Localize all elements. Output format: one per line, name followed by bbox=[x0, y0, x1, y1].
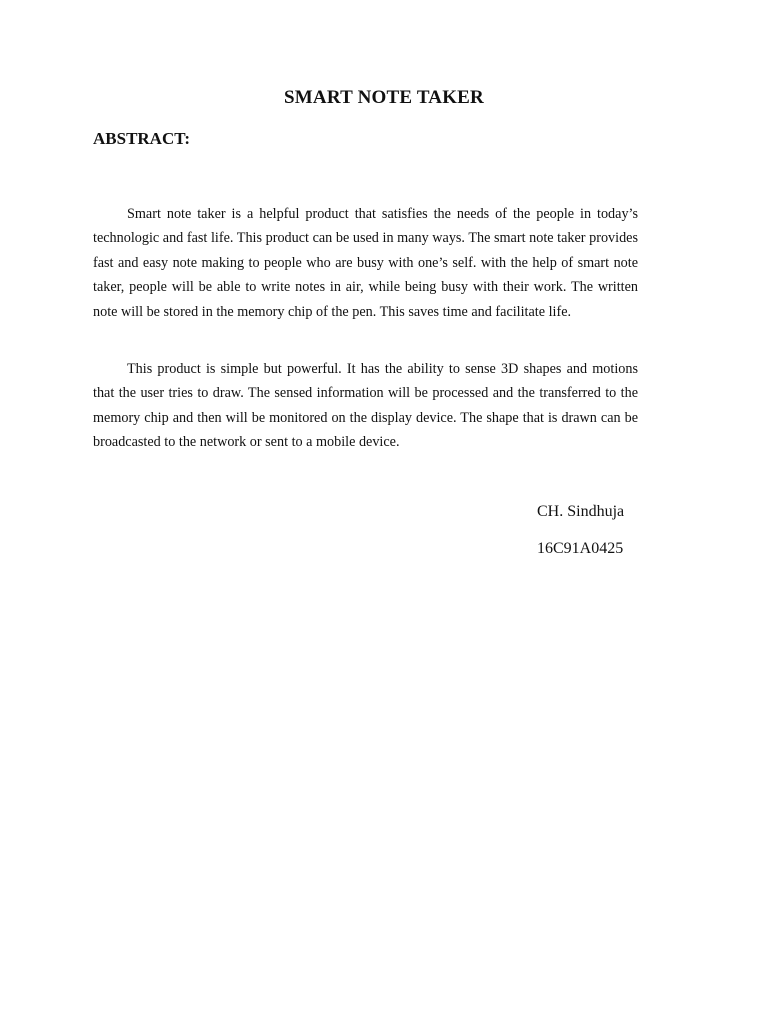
abstract-paragraph-1: Smart note taker is a helpful product that satisfies the needs of the people in today’s technologic and fast life. This product can be used in many ways. The smart note taker provides fast and easy note making to people who are busy with one’s self. with the help of smart note taker, people will be able to write notes in air, while being busy with their work. The written note will be stored in the memory chip of the pen. This saves time and facilitate life. bbox=[93, 206, 638, 320]
document-title: SMART NOTE TAKER bbox=[284, 87, 484, 108]
abstract-paragraph-2: This product is simple but powerful. It has the ability to sense 3D shapes and motions that the user tries to draw. The sensed information will be processed and the transferred to the memory chip and then will be monitored on the display device. The shape that is drawn can be broadcasted to the network or sent to a mobile device. bbox=[93, 361, 638, 451]
author-name: CH. Sindhuja bbox=[537, 503, 625, 520]
author-id: 16C91A0425 bbox=[537, 540, 624, 557]
abstract-heading: ABSTRACT: bbox=[93, 129, 190, 148]
